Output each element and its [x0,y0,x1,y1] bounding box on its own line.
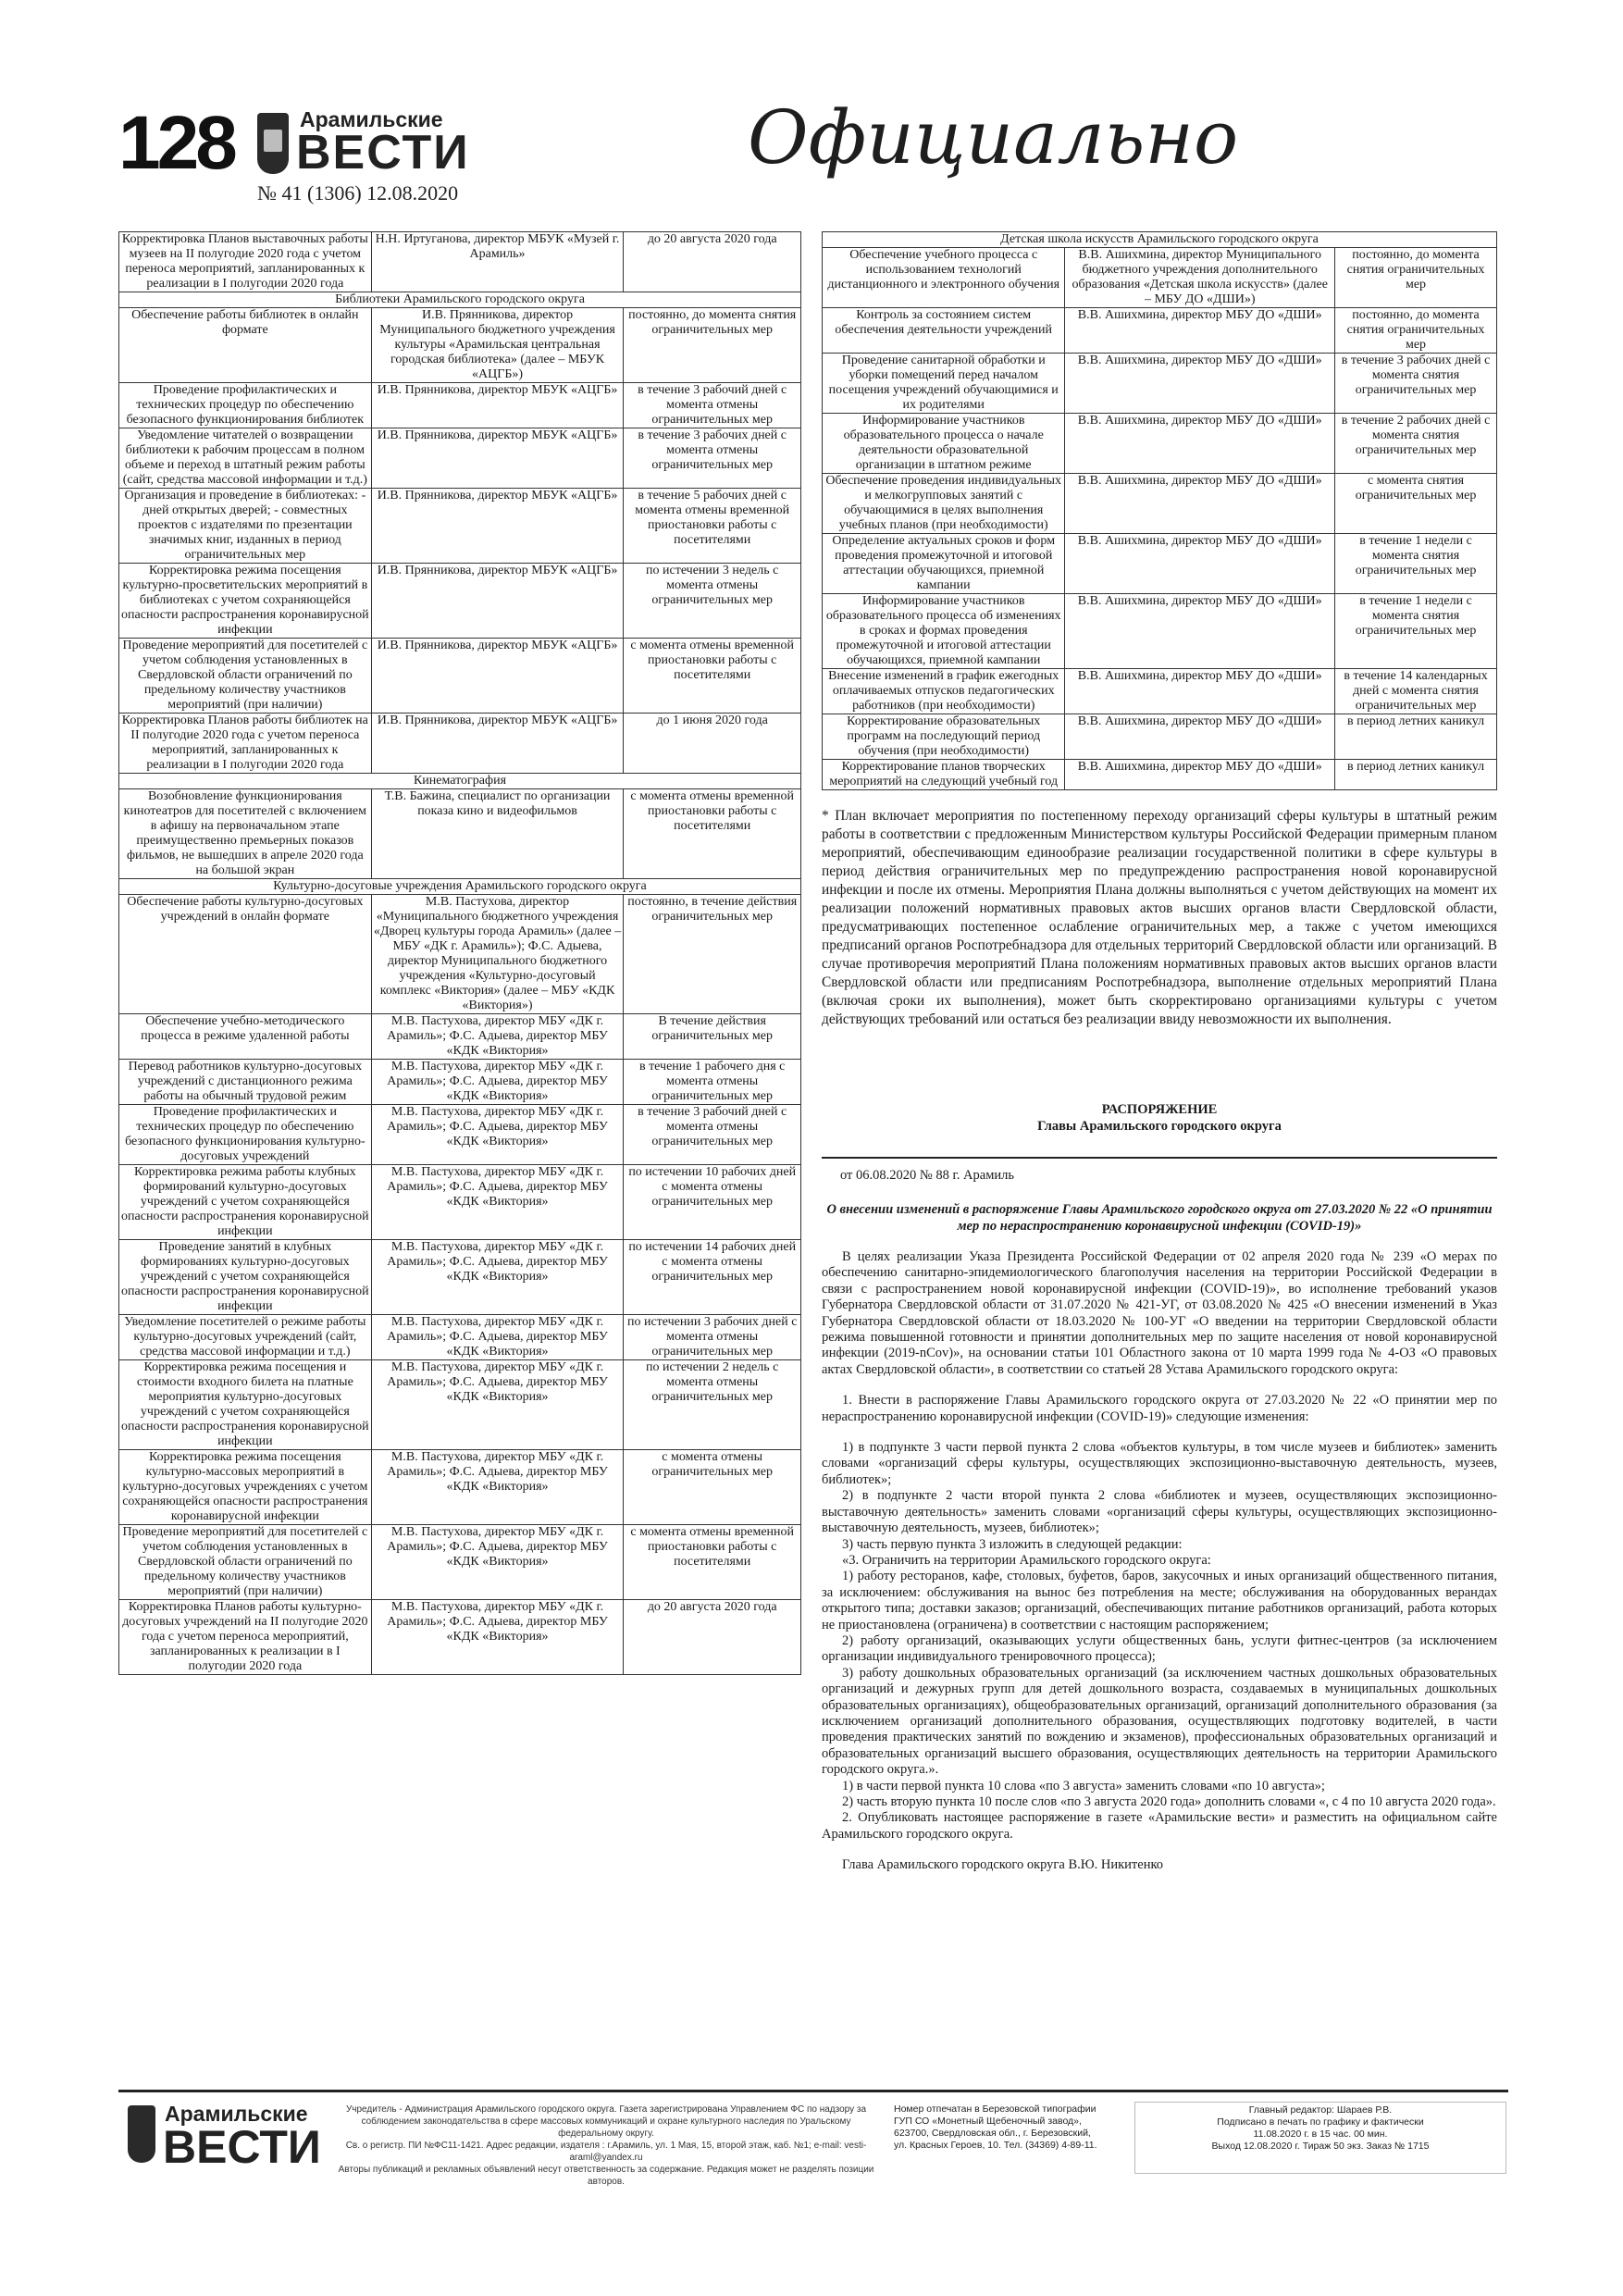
deadline-cell: в течение 1 рабочего дня с момента отмены ограничительных мер [624,1060,801,1105]
measure-cell: Перевод работников культурно-досуговых учреждений с дистанционного режима работы на обычный трудовой режим [119,1060,372,1105]
coat-of-arms-icon [128,2105,155,2163]
table-row [119,714,801,774]
coat-of-arms-icon [257,113,289,174]
page-number: 128 [118,101,234,185]
responsible-cell: М.В. Пастухова, директор МБУ «ДК г. Арамиль»; Ф.С. Адыева, директор МБУ «КДК «Виктория» [371,1165,624,1240]
measure-cell: Проведение занятий в клубных формированиях культурно-досуговых учреждений с учетом сохраняющейся опасности распространения коронавирусной инфекции [119,1240,372,1315]
order-subparagraph: 1) работу ресторанов, кафе, столовых, буфетов, баров, закусочных и иных организаций общественного питания, за исключением: обслуживания на вынос без потребления на месте; обслуживания на оборудованных верандах открытого типа; доставки заказов; организаций, обеспечивающих питание работников организаций, работа которых не приостановлена (ограничена) в соответствии с настоящим распоряжением; [822,1569,1497,1632]
deadline-cell: по истечении 3 рабочих дней с момента отмены ограничительных мер [624,1315,801,1360]
measure-cell: Уведомление посетителей о режиме работы культурно-досуговых учреждений (сайт, средства массовой информации и т.д.) [119,1315,372,1360]
section-heading: Детская школа искусств Арамильского городского округа [823,232,1497,248]
measure-cell: Обеспечение работы библиотек в онлайн формате [119,308,372,383]
responsible-cell: В.В. Ашихмина, директор МБУ ДО «ДШИ» [1065,474,1335,534]
order-subparagraph: 2) часть вторую пункта 10 после слов «по 3 августа 2020 года» дополнить словами «, с 4 по 10 августа 2020 года». [842,1794,1496,1809]
divider [822,1157,1497,1159]
section-title: Официально [748,94,1239,180]
responsible-cell: И.В. Прянникова, директор МБУК «АЦГБ» [371,564,624,639]
measure-cell: Определение актуальных сроков и форм проведения промежуточной и итоговой аттестации обучающихся, приемной кампании [823,534,1065,594]
measure-cell: Корректировка режима посещения культурно-массовых мероприятий в культурно-досуговых учреждениях с учетом сохраняющейся опасности распространения коронавирусной инфекции [119,1450,372,1525]
deadline-cell: В течение действия ограничительных мер [624,1014,801,1060]
masthead [118,94,1525,213]
responsible-cell: М.В. Пастухова, директор МБУ «ДК г. Арамиль»; Ф.С. Адыева, директор МБУ «КДК «Виктория» [371,1105,624,1165]
deadline-cell: по истечении 14 рабочих дней с момента отмены ограничительных мер [624,1240,801,1315]
table-row [119,1105,801,1165]
measure-cell: Обеспечение учебно-методического процесса в режиме удаленной работы [119,1014,372,1060]
registration-text: Св. о регистр. ПИ №ФС11-1421. Адрес редакции, издателя : г.Арамиль, ул. 1 Мая, 15, второй этаж, каб. №1; e-mail: vesti-araml@yandex.ru [345,2141,867,2163]
table-row [119,1240,801,1315]
right-column [822,231,1497,1874]
measure-cell: Обеспечение учебного процесса с использованием технологий дистанционного и электронного обучения [823,248,1065,308]
deadline-cell: до 1 июня 2020 года [624,714,801,774]
deadline-cell: постоянно, до момента снятия ограничительных мер [1335,308,1497,354]
footer-logo-small: Арамильские [165,2102,308,2126]
right-measures-table [822,231,1497,790]
deadline-cell: до 20 августа 2020 года [624,1600,801,1675]
disclaimer-text: Авторы публикаций и рекламных объявлений несут ответственность за содержание. Редакция может не разделять позиции авторов. [338,2165,874,2187]
deadline-cell: в течение 14 календарных дней с момента снятия ограничительных мер [1335,669,1497,714]
measure-cell: Уведомление читателей о возвращении библиотеки к рабочим процессам в полном объеме и переход в штатный режим работы (сайт, средства массовой информации и т.д.) [119,428,372,489]
responsible-cell: И.В. Прянникова, директор Муниципального бюджетного учреждения культуры «Арамильская центральная городская библиотека» (далее – МБУК «АЦГБ») [371,308,624,383]
section-heading: Культурно-досуговые учреждения Арамильского городского округа [119,879,801,895]
responsible-cell: И.В. Прянникова, директор МБУК «АЦГБ» [371,489,624,564]
measure-cell: Проведение профилактических и технических процедур по обеспечению безопасного функционирования культурно-досуговых учреждений [119,1105,372,1165]
table-row [119,895,801,1014]
responsible-cell: И.В. Прянникова, директор МБУК «АЦГБ» [371,714,624,774]
responsible-cell: В.В. Ашихмина, директор Муниципального бюджетного учреждения дополнительного образования «Детская школа искусств» (далее – МБУ ДО «ДШИ») [1065,248,1335,308]
order-subparagraph: 2) работу организаций, оказывающих услуги общественных бань, услуги фитнес-центров (за исключением организации индивидуального тренировочного процесса); [822,1632,1497,1665]
table-row [119,489,801,564]
table-section-row [119,879,801,895]
issue-number: № 41 (1306) 12.08.2020 [257,181,459,205]
order-intro: В целях реализации Указа Президента Российской Федерации от 02 апреля 2020 года № 239 «О мерах по обеспечению санитарно-эпидемиологического благополучия населения на территории Российской Федерации в связи с распространением новой коронавирусной инфекции (COVID-19)», во исполнение требований указов Губернатора Свердловской области от 31.07.2020 № 421-УГ, от 03.08.2020 № 425 «О внесении изменений в Указ Губернатора Свердловской области от 18.03.2020 № 100-УГ «О введении на территории Свердловской области режима повышенной готовности и принятии дополнительных мер по защите населения от новой коронавирусной инфекции (2019-nCov)», на основании статьи 101 Областного закона от 10 марта 1999 года № 4-ОЗ «О правовых актах Свердловской области», в соответствии со статьей 28 Устава Арамильского городского округа: [822,1249,1497,1377]
section-heading: Библиотеки Арамильского городского округа [119,292,801,308]
editor-line: Главный редактор: Шараев Р.В. [1248,2104,1393,2116]
responsible-cell: В.В. Ашихмина, директор МБУ ДО «ДШИ» [1065,760,1335,790]
table-section-row [119,774,801,789]
deadline-cell: по истечении 2 недель с момента отмены ограничительных мер [624,1360,801,1450]
deadline-cell: с момента отмены временной приостановки работы с посетителями [624,639,801,714]
table-row [119,308,801,383]
responsible-cell: М.В. Пастухова, директор МБУ «ДК г. Арамиль»; Ф.С. Адыева, директор МБУ «КДК «Виктория» [371,1240,624,1315]
responsible-cell: М.В. Пастухова, директор МБУ «ДК г. Арамиль»; Ф.С. Адыева, директор МБУ «КДК «Виктория» [371,1315,624,1360]
deadline-cell: с момента снятия ограничительных мер [1335,474,1497,534]
measure-cell: Внесение изменений в график ежегодных оплачиваемых отпусков педагогических работников (при необходимости) [823,669,1065,714]
deadline-cell: постоянно, до момента снятия ограничительных мер [624,308,801,383]
footer-imprint [333,2104,879,2188]
table-row [823,669,1497,714]
printing-info [894,2104,1125,2152]
responsible-cell: Н.Н. Иртуганова, директор МБУК «Музей г. Арамиль» [371,232,624,292]
responsible-cell: В.В. Ашихмина, директор МБУ ДО «ДШИ» [1065,354,1335,414]
responsible-cell: В.В. Ашихмина, директор МБУ ДО «ДШИ» [1065,414,1335,474]
table-row [119,428,801,489]
order-subheading: Главы Арамильского городского округа [1037,1119,1282,1134]
print-line: ул. Красных Героев, 10. Тел. (34369) 4-89-11. [894,2140,1097,2151]
editor-line: 11.08.2020 г. в 15 час. 00 мин. [1253,2128,1388,2140]
deadline-cell: постоянно, в течение действия ограничительных мер [624,895,801,1014]
deadline-cell: с момента отмены временной приостановки работы с посетителями [624,1525,801,1600]
table-row [119,564,801,639]
measure-cell: Корректировка Планов выставочных работы музеев на II полугодие 2020 года с учетом переноса мероприятий, запланированных к реализации в I полугодии 2020 года [119,232,372,292]
deadline-cell: в период летних каникул [1335,714,1497,760]
measure-cell: Обеспечение проведения индивидуальных и мелкогрупповых занятий с обучающимися в целях выполнения учебных планов (при необходимости) [823,474,1065,534]
founder-text: Учредитель - Администрация Арамильского городского округа. Газета зарегистрирована Управлением ФС по надзору за соблюдением законодательства в сфере массовых коммуникаций и охране культурного наследия по Уральскому федеральному округу. [345,2104,867,2139]
responsible-cell: Т.В. Бажина, специалист по организации показа кино и видеофильмов [371,789,624,879]
table-row [119,639,801,714]
deadline-cell: в течение 2 рабочих дней с момента снятия ограничительных мер [1335,414,1497,474]
order-date: от 06.08.2020 № 88 г. Арамиль [840,1168,1014,1183]
deadline-cell: в период летних каникул [1335,760,1497,790]
measure-cell: Проведение профилактических и технических процедур по обеспечению безопасного функционирования библиотек [119,383,372,428]
deadline-cell: в течение 3 рабочий дней с момента отмены ограничительных мер [624,383,801,428]
table-row [119,232,801,292]
table-row [119,383,801,428]
order-paragraph-1: 1. Внести в распоряжение Главы Арамильского городского округа от 27.03.2020 № 22 «О принятии мер по нераспространению коронавирусной инфекции (COVID-19)» следующие изменения: [822,1393,1497,1424]
table-row [119,1014,801,1060]
measure-cell: Возобновление функционирования кинотеатров для посетителей с включением в афишу на первоначальном этапе преимущественно премьерных показов фильмов, не вышедших в апреле 2020 года на большой экран [119,789,372,879]
deadline-cell: в течение 3 рабочих дней с момента снятия ограничительных мер [1335,354,1497,414]
print-line: ГУП СО «Монетный Щебеночный завод», [894,2116,1082,2127]
deadline-cell: в течение 1 недели с момента снятия ограничительных мер [1335,534,1497,594]
deadline-cell: в течение 1 недели с момента снятия ограничительных мер [1335,594,1497,669]
responsible-cell: В.В. Ашихмина, директор МБУ ДО «ДШИ» [1065,714,1335,760]
table-row [119,1525,801,1600]
deadline-cell: до 20 августа 2020 года [624,232,801,292]
editor-info [1134,2102,1506,2174]
order-subparagraph: 3) работу дошкольных образовательных организаций (за исключением частных дошкольных образовательных организаций и дежурных групп для детей дошкольного возраста, создаваемых в муниципальных дошкольных образовательных организациях), общеобразовательных организаций, организаций дополнительного образования (за исключением организаций дополнительного образования, осуществляющих подготовку водителей, в части проведения практических занятий по вождению и экзаменов), профессиональных образовательных организаций и образовательных организаций высшего образования, осуществляющих деятельность на территории Арамильского городского округа.». [822,1665,1497,1778]
table-row [119,1315,801,1360]
order-subject: О внесении изменений в распоряжение Главы Арамильского городского округа от 27.03.2020 № 22 «О принятии мер по нераспространению коронавирусной инфекции (COVID-19)» [826,1202,1493,1234]
measure-cell: Корректирование планов творческих мероприятий на следующий учебный год [823,760,1065,790]
responsible-cell: М.В. Пастухова, директор МБУ «ДК г. Арамиль»; Ф.С. Адыева, директор МБУ «КДК «Виктория» [371,1014,624,1060]
measure-cell: Проведение санитарной обработки и уборки помещений перед началом посещения учреждений обучающимися и их родителями [823,354,1065,414]
table-row [119,1360,801,1450]
table-row [823,354,1497,414]
deadline-cell: с момента отмены ограничительных мер [624,1450,801,1525]
measure-cell: Информирование участников образовательного процесса о начале деятельности образовательной организации в штатном режиме [823,414,1065,474]
measure-cell: Организация и проведение в библиотеках: - дней открытых дверей; - совместных проектов с издателями по презентации значимых книг, изданных в период ограничительных мер [119,489,372,564]
table-row [823,308,1497,354]
measure-cell: Корректировка Планов работы культурно-досуговых учреждений на II полугодие 2020 года с учетом переноса мероприятий, запланированных к реализации в I полугодии 2020 года [119,1600,372,1675]
plan-footnote: * План включает мероприятия по постепенному переходу организаций сферы культуры в штатный режим работы в соответствии с предложенным Министерством культуры Российской Федерации примерным планом мероприятий, обеспечивающим единообразие реализации государственной политики в сфере культуры в период действия ограничительных мер по предупреждению распространения новой коронавирусной инфекции и после их отмены. Мероприятия Плана должны выполняться с учетом действующих на момент их реализации положений нормативных правовых актов высших органов власти Свердловской области, предусматривающих постепенное ослабление ограничительных мер, а также с учетом имеющихся предписаний органов Роспотребнадзора для отдельных территорий Свердловской области или организаций. В случае противоречия мероприятий Плана положениям нормативных правовых актов высших органов власти Свердловской области или предписаниям Роспотребнадзора, выполнение отдельных мероприятий Плана (включая сроки их выполнения), может быть скорректировано организациями культуры с учетом действующих требований или остаться без реализации ввиду невозможности их выполнения. [822,808,1497,1027]
order-subparagraph: 3) часть первую пункта 3 изложить в следующей редакции: [842,1536,1183,1552]
measure-cell: Проведение мероприятий для посетителей с учетом соблюдения установленных в Свердловской области ограничений по предельному количеству участников мероприятий (при наличии) [119,639,372,714]
measure-cell: Корректировка Планов работы библиотек на II полугодие 2020 года с учетом переноса мероприятий, запланированных к реализации в I полугодии 2020 года [119,714,372,774]
table-row [823,714,1497,760]
measure-cell: Контроль за состоянием систем обеспечения деятельности учреждений [823,308,1065,354]
order-subparagraph: 2) в подпункте 2 части второй пункта 2 слова «библиотек и музеев, осуществляющих экспозиционно-выставочную деятельность» заменить словами «организаций сферы культуры, осуществляющих экспозиционно-выставочную деятельность, музеев, библиотек»; [822,1488,1497,1536]
deadline-cell: с момента отмены временной приостановки работы с посетителями [624,789,801,879]
deadline-cell: в течение 5 рабочих дней с момента отмены временной приостановки работы с посетителями [624,489,801,564]
responsible-cell: М.В. Пастухова, директор МБУ «ДК г. Арамиль»; Ф.С. Адыева, директор МБУ «КДК «Виктория» [371,1450,624,1525]
editor-line: Подписано в печать по графику и фактически [1217,2116,1424,2128]
responsible-cell: И.В. Прянникова, директор МБУК «АЦГБ» [371,639,624,714]
table-row [119,1165,801,1240]
table-row [119,1060,801,1105]
responsible-cell: В.В. Ашихмина, директор МБУ ДО «ДШИ» [1065,308,1335,354]
table-section-row [119,292,801,308]
responsible-cell: М.В. Пастухова, директор МБУ «ДК г. Арамиль»; Ф.С. Адыева, директор МБУ «КДК «Виктория» [371,1525,624,1600]
responsible-cell: И.В. Прянникова, директор МБУК «АЦГБ» [371,383,624,428]
table-row [119,1600,801,1675]
section-heading: Кинематография [119,774,801,789]
responsible-cell: М.В. Пастухова, директор МБУ «ДК г. Арамиль»; Ф.С. Адыева, директор МБУ «КДК «Виктория» [371,1360,624,1450]
order-paragraph-2: 2. Опубликовать настоящее распоряжение в газете «Арамильские вести» и разместить на официальном сайте Арамильского городского округа. [822,1810,1497,1842]
table-row [823,534,1497,594]
responsible-cell: В.В. Ашихмина, директор МБУ ДО «ДШИ» [1065,534,1335,594]
order-signature: Глава Арамильского городского округа В.Ю. Никитенко [842,1857,1164,1873]
measure-cell: Корректирование образовательных программ на последующий период обучения (при необходимости) [823,714,1065,760]
deadline-cell: постоянно, до момента снятия ограничительных мер [1335,248,1497,308]
left-measures-table [118,231,801,1675]
footer [118,2090,1508,2187]
logo-text-small: Арамильские [300,107,443,131]
responsible-cell: В.В. Ашихмина, директор МБУ ДО «ДШИ» [1065,594,1335,669]
measure-cell: Корректировка режима посещения и стоимости входного билета на платные мероприятия культурно-досуговых учреждений с учетом сохраняющейся опасности распространения коронавирусной инфекции [119,1360,372,1450]
responsible-cell: М.В. Пастухова, директор «Муниципального бюджетного учреждения «Дворец культуры города Арамиль» (далее – МБУ «ДК г. Арамиль»); Ф.С. Адыева, директор Муниципального бюджетного учреждения «Культурно-досуговый комплекс «Виктория» (далее – МБУ «КДК «Виктория») [371,895,624,1014]
table-row [119,789,801,879]
table-row [119,1450,801,1525]
table-row [823,414,1497,474]
order-title [822,1101,1497,1135]
order-subparagraph: 1) в части первой пункта 10 слова «по 3 августа» заменить словами «по 10 августа»; [842,1778,1325,1793]
print-line: 623700, Свердловская обл., г. Березовский, [894,2128,1091,2139]
logo-text-big: ВЕСТИ [296,126,470,180]
table-row [823,594,1497,669]
deadline-cell: по истечении 3 недель с момента отмены ограничительных мер [624,564,801,639]
measure-cell: Корректировка режима посещения культурно-просветительских мероприятий в библиотеках с учетом сохраняющейся опасности распространения коронавирусной инфекции [119,564,372,639]
measure-cell: Обеспечение работы культурно-досуговых учреждений в онлайн формате [119,895,372,1014]
order-subparagraph: «3. Ограничить на территории Арамильского городского округа: [842,1552,1211,1568]
measure-cell: Проведение мероприятий для посетителей с учетом соблюдения установленных в Свердловской области ограничений по предельному количеству участников мероприятий (при наличии) [119,1525,372,1600]
measure-cell: Информирование участников образовательного процесса об изменениях в сроках и формах проведения промежуточной и итоговой аттестации обучающихся, приемной кампании [823,594,1065,669]
print-line: Номер отпечатан в Березовской типографии [894,2104,1096,2115]
editor-line: Выход 12.08.2020 г. Тираж 50 экз. Заказ № 1715 [1211,2141,1430,2152]
order-heading: РАСПОРЯЖЕНИЕ [1101,1102,1218,1117]
responsible-cell: В.В. Ашихмина, директор МБУ ДО «ДШИ» [1065,669,1335,714]
table-section-row [823,232,1497,248]
deadline-cell: в течение 3 рабочих дней с момента отмены ограничительных мер [624,428,801,489]
deadline-cell: в течение 3 рабочий дней с момента отмены ограничительных мер [624,1105,801,1165]
table-row [823,248,1497,308]
order-subparagraph: 1) в подпункте 3 части первой пункта 2 слова «объектов культуры, в том числе музеев и библиотек» заменить словами «организаций сферы культуры, осуществляющих экспозиционно-выставочную деятельность, музеев, библиотек»; [822,1440,1497,1487]
responsible-cell: М.В. Пастухова, директор МБУ «ДК г. Арамиль»; Ф.С. Адыева, директор МБУ «КДК «Виктория» [371,1060,624,1105]
responsible-cell: И.В. Прянникова, директор МБУК «АЦГБ» [371,428,624,489]
footer-logo-big: ВЕСТИ [163,2121,321,2173]
responsible-cell: М.В. Пастухова, директор МБУ «ДК г. Арамиль»; Ф.С. Адыева, директор МБУ «КДК «Виктория» [371,1600,624,1675]
table-row [823,760,1497,790]
deadline-cell: по истечении 10 рабочих дней с момента отмены ограничительных мер [624,1165,801,1240]
left-column [118,231,801,1675]
measure-cell: Корректировка режима работы клубных формирований культурно-досуговых учреждений с учетом сохраняющейся опасности распространения коронавирусной инфекции [119,1165,372,1240]
table-row [823,474,1497,534]
